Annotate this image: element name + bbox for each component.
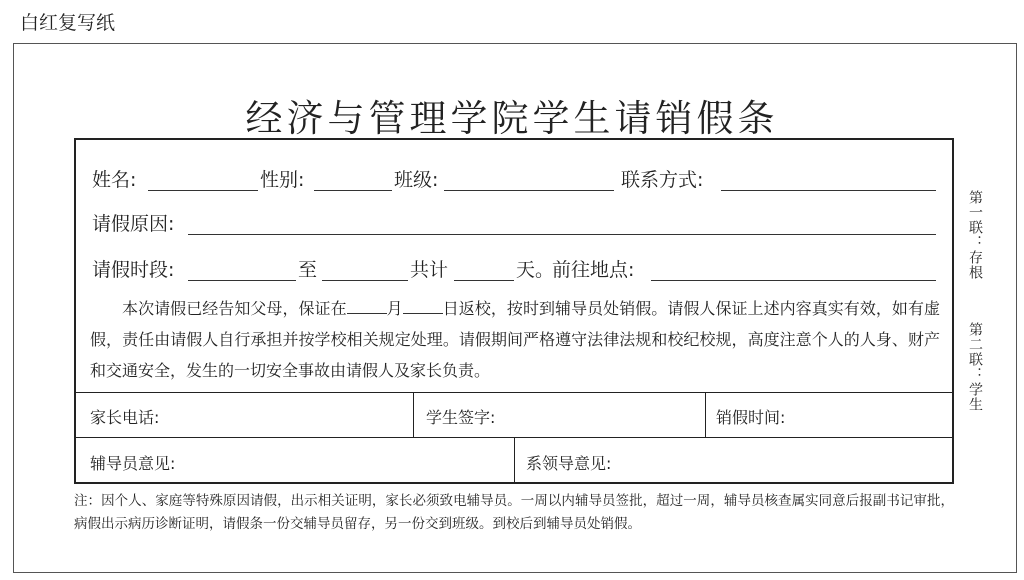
class-label: 班级: — [394, 169, 439, 191]
table-divider-v1 — [413, 392, 414, 437]
reason-label: 请假原因: — [92, 213, 175, 235]
footnote: 注：因个人、家庭等特殊原因请假，出示相关证明，家长必须致电辅导员。一周以内辅导员签批，超过一周，辅导员核查属实同意后报副书记审批，病假出示病历诊断证明，请假条一份交辅导员留存，另一份交到班级。到校后到辅导员处销假。 — [74, 493, 954, 532]
return-day-field[interactable] — [403, 299, 443, 314]
student-signature-cell[interactable]: 学生签字: — [426, 408, 496, 427]
paper-type-label: 白红复写纸 — [20, 12, 116, 34]
table-divider-v3 — [514, 437, 515, 483]
statement-part2: 日返校，按时到辅导员处销假。请假人保证上述内容真实有效，如有虚假，责任由请假人自行承担并按学校相关规定处理。请假期间严格遵守法律法规和校纪校规，高度注意个人的人身、财产和交通安全，发生的一切安全事故由请假人及家长负责。 — [90, 299, 940, 380]
gender-field[interactable] — [314, 189, 392, 191]
destination-field[interactable] — [651, 279, 936, 281]
return-month-field[interactable] — [347, 299, 387, 314]
copy-label-student: 第二联：学生 — [967, 322, 983, 412]
name-label: 姓名: — [92, 169, 137, 191]
statement-paragraph — [90, 293, 940, 386]
copy-label-stub: 第一联：存根 — [967, 190, 983, 280]
name-field[interactable] — [148, 189, 258, 191]
period-end-field[interactable] — [322, 279, 408, 281]
period-label: 请假时段: — [92, 259, 175, 281]
class-field[interactable] — [444, 189, 614, 191]
form-title: 经济与管理学院学生请销假条 — [245, 97, 779, 140]
table-divider-v2 — [705, 392, 706, 437]
contact-field[interactable] — [721, 189, 936, 191]
parent-phone-cell[interactable]: 家长电话: — [90, 408, 160, 427]
contact-label: 联系方式: — [621, 169, 704, 191]
counselor-opinion-cell[interactable]: 辅导员意见: — [90, 454, 176, 473]
row-basic-info — [76, 162, 952, 192]
to-label: 至 — [298, 259, 318, 281]
destination-label: 前往地点: — [552, 259, 635, 281]
leave-form — [74, 138, 954, 484]
table-divider-top — [76, 392, 952, 393]
row-period — [76, 252, 952, 282]
cancel-time-cell[interactable]: 销假时间: — [716, 408, 786, 427]
total-label: 共计 — [410, 259, 449, 281]
statement-part1: 本次请假已经告知父母，保证在 — [122, 299, 347, 318]
period-start-field[interactable] — [188, 279, 296, 281]
days-field[interactable] — [454, 279, 514, 281]
department-opinion-cell[interactable]: 系领导意见: — [526, 454, 612, 473]
days-label: 天。 — [516, 259, 555, 281]
month-label: 月 — [386, 299, 403, 318]
reason-field[interactable] — [188, 233, 936, 235]
row-reason — [76, 206, 952, 236]
gender-label: 性别: — [260, 169, 305, 191]
